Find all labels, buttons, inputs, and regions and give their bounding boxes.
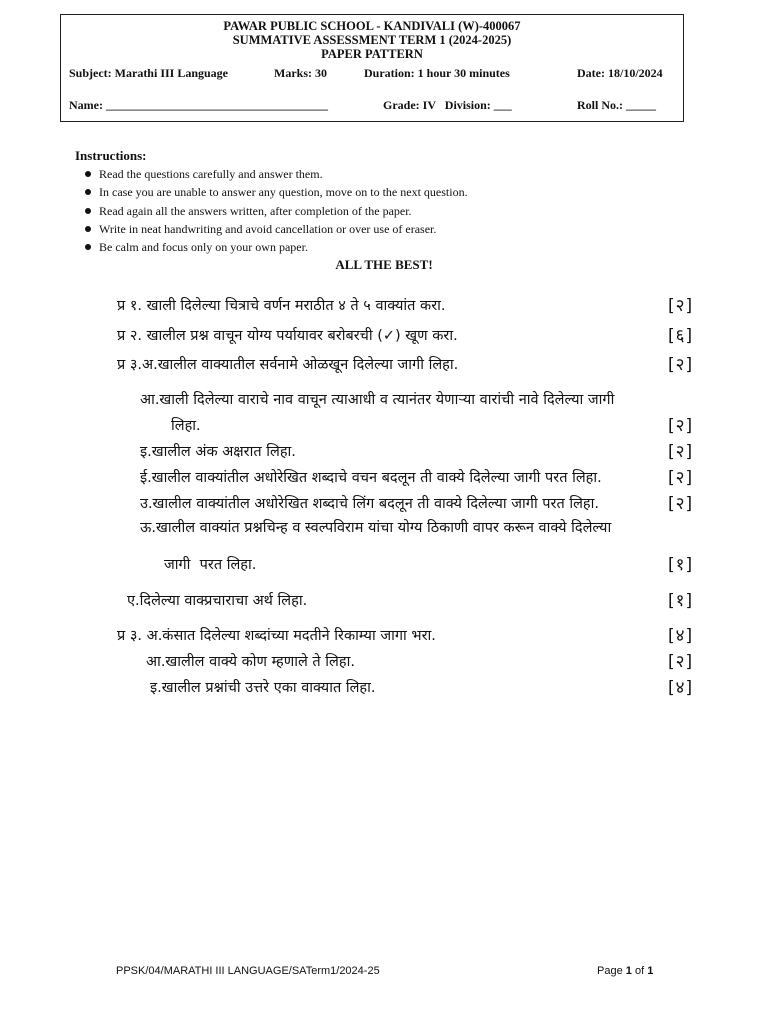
question-3uu-marks: [१]	[668, 555, 694, 575]
instruction-item: In case you are unable to answer any question, move on to the next question.	[82, 183, 468, 201]
paper-pattern-title: PAPER PATTERN	[321, 47, 423, 61]
question-3u-marks: [२]	[668, 494, 694, 514]
footer-code: PPSK/04/MARATHI III LANGUAGE/SATerm1/2024-25	[116, 965, 380, 977]
instructions-list	[82, 165, 468, 256]
question-1: प्र १. खाली दिलेल्या चित्राचे वर्णन मराठीत ४ ते ५ वाक्यांत करा.	[117, 298, 446, 314]
all-the-best: ALL THE BEST!	[335, 257, 433, 272]
question-4i: इ.खालील प्रश्नांची उत्तरे एका वाक्यात लिहा.	[150, 680, 376, 696]
assessment-title: SUMMATIVE ASSESSMENT TERM 1 (2024-2025)	[232, 33, 512, 47]
bullet-icon	[85, 189, 91, 195]
question-3u: उ.खालील वाक्यांतील अधोरेखित शब्दाचे लिंग बदलून ती वाक्ये दिलेल्या जागी परत लिहा.	[140, 496, 599, 512]
question-3i: इ.खालील अंक अक्षरात लिहा.	[140, 444, 296, 460]
instruction-item: Write in neat handwriting and avoid cancellation or over use of eraser.	[82, 220, 468, 238]
question-3a-marks: [२]	[668, 355, 694, 375]
instruction-item: Be calm and focus only on your own paper.	[82, 238, 468, 256]
page-indicator: Page 1 of 1	[597, 965, 654, 977]
bullet-icon	[85, 171, 91, 177]
instruction-item: Read the questions carefully and answer them.	[82, 165, 468, 183]
question-3e-marks: [१]	[668, 591, 694, 611]
header-box	[60, 14, 684, 122]
instructions-title: Instructions:	[75, 148, 147, 163]
name-field: Name: _____________________________________	[69, 98, 328, 112]
question-1-marks: [२]	[668, 296, 694, 316]
bullet-icon	[85, 244, 91, 250]
marks-field: Marks: 30	[274, 66, 327, 80]
question-3aa-line1: आ.खाली दिलेल्या वाराचे नाव वाचून त्याआधी व त्यानंतर येणाऱ्या वारांची नावे दिलेल्या जागी	[140, 392, 615, 408]
grade-division-field: Grade: IV Division: ___	[383, 98, 512, 112]
question-3aa-line2: लिहा.	[171, 418, 201, 434]
question-3i-marks: [२]	[668, 442, 694, 462]
question-3a: प्र ३.अ.खालील वाक्यातील सर्वनामे ओळखून दिलेल्या जागी लिहा.	[117, 357, 459, 373]
question-4a: प्र ३. अ.कंसात दिलेल्या शब्दांच्या मदतीने रिकाम्या जागा भरा.	[117, 628, 436, 644]
subject-field: Subject: Marathi III Language	[69, 66, 229, 80]
question-3e: ए.दिलेल्या वाक्प्रचाराचा अर्थ लिहा.	[127, 593, 308, 609]
roll-number-field: Roll No.: _____	[577, 98, 656, 112]
question-3aa-marks: [२]	[668, 416, 694, 436]
question-2-marks: [६]	[668, 326, 694, 346]
question-3uu-line2: जागी परत लिहा.	[164, 557, 257, 573]
question-4a-marks: [४]	[668, 626, 694, 646]
bullet-icon	[85, 208, 91, 214]
bullet-icon	[85, 226, 91, 232]
duration-field: Duration: 1 hour 30 minutes	[364, 66, 510, 80]
date-field: Date: 18/10/2024	[577, 66, 663, 80]
question-3ii: ई.खालील वाक्यांतील अधोरेखित शब्दाचे वचन बदलून ती वाक्ये दिलेल्या जागी परत लिहा.	[140, 470, 602, 486]
question-3ii-marks: [२]	[668, 468, 694, 488]
question-4i-marks: [४]	[668, 678, 694, 698]
question-4aa: आ.खालील वाक्ये कोण म्हणाले ते लिहा.	[146, 654, 355, 670]
school-name: PAWAR PUBLIC SCHOOL - KANDIVALI (W)-400067	[223, 19, 521, 33]
instruction-item: Read again all the answers written, after completion of the paper.	[82, 202, 468, 220]
question-2: प्र २. खालील प्रश्न वाचून योग्य पर्यायावर बरोबरची (✓) खूण करा.	[117, 328, 458, 344]
question-4aa-marks: [२]	[668, 652, 694, 672]
question-3uu-line1: ऊ.खालील वाक्यांत प्रश्नचिन्ह व स्वल्पविराम यांचा योग्य ठिकाणी वापर करून वाक्ये दिलेल्या	[140, 520, 612, 536]
